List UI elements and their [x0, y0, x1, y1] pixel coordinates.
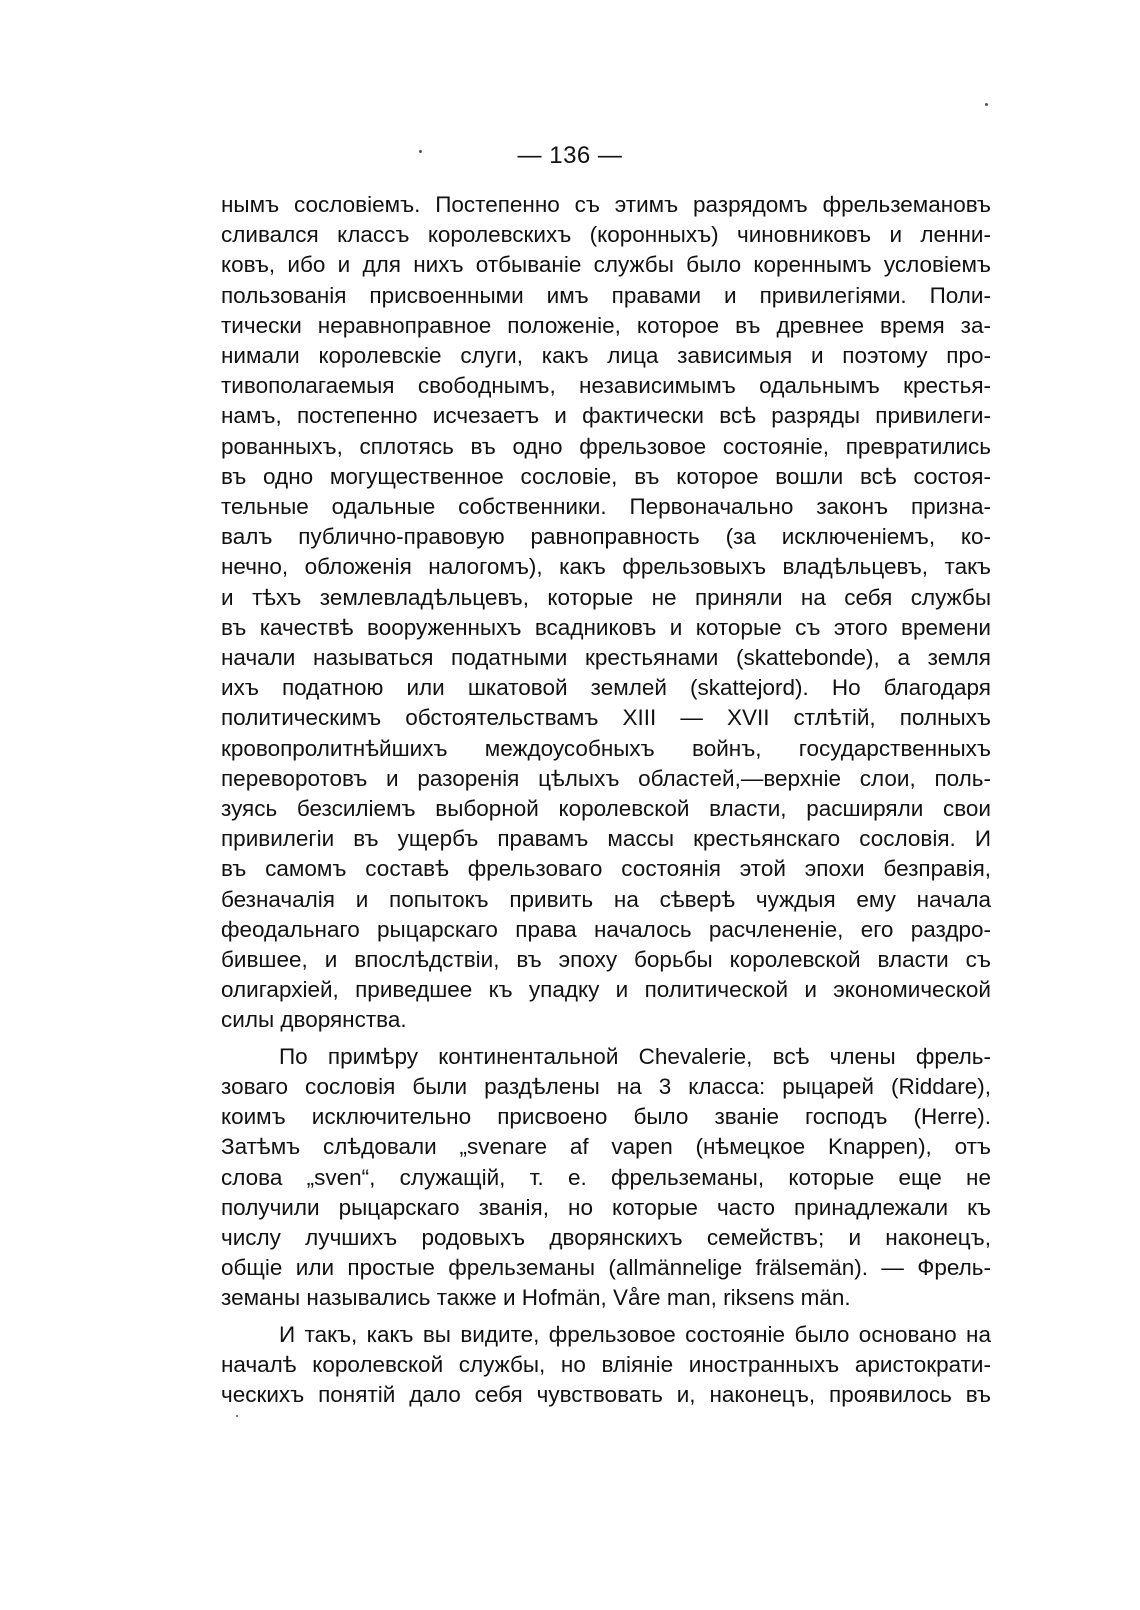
text-line: началѣ королевской службы, но вліяніе иностранныхъ аристократи-: [221, 1351, 991, 1377]
text-line: нымъ сословіемъ. Постепенно съ этимъ разрядомъ фрельземановъ: [221, 192, 991, 217]
text-line: нимали королевскіе слуги, какъ лица зависимыя и поэтому про-: [221, 343, 991, 369]
text-line: бившее, и впослѣдствіи, въ эпоху борьбы королевской власти съ: [221, 947, 991, 973]
text-line: зуясь безсиліемъ выборной королевской власти, расширяли свои: [221, 796, 991, 822]
text-line: земаны назывались также и Hofmän, Våre man, riksens män.: [221, 1285, 851, 1311]
text-line: олигархіей, приведшее къ упадку и политической и экономической: [221, 977, 991, 1003]
text-line: силы дворянства.: [221, 1007, 407, 1033]
text-line: привилегіи въ ущербъ правамъ массы крестьянскаго сословія. И: [221, 826, 991, 852]
text-line: ихъ податною или шкатовой землей (skattejord). Но благодаря: [221, 675, 991, 701]
text-line: въ одно могущественное сословіе, въ которое вошли всѣ состоя-: [221, 463, 991, 489]
text-line: въ качествѣ вооруженныхъ всадниковъ и которые съ этого времени: [221, 614, 991, 640]
text-line: кровопролитнѣйшихъ междоусобныхъ войнъ, государственныхъ: [221, 735, 991, 761]
paragraph-3: [221, 1320, 991, 1411]
text-line: тически неравноправное положеніе, которое въ древнее время за-: [221, 312, 991, 338]
text-line: И такъ, какъ вы видите, фрельзовое состояніе было основано на: [279, 1321, 991, 1347]
text-line: числу лучшихъ родовыхъ дворянскихъ семействъ; и наконецъ,: [221, 1224, 991, 1250]
text-line: тельные одальные собственники. Первоначально законъ призна-: [221, 494, 991, 520]
paragraph-1: [221, 190, 991, 1036]
text-line: феодальнаго рыцарскаго права началось расчлененіе, его раздро-: [221, 916, 991, 942]
text-line: намъ, постепенно исчезаетъ и фактически всѣ разряды привилеги-: [221, 403, 991, 429]
text-line: сливался классъ королевскихъ (коронныхъ) чиновниковъ и ленни-: [221, 222, 991, 248]
text-line: политическимъ обстоятельствамъ XIII — XVII стлѣтій, полныхъ: [221, 705, 991, 731]
text-line: безначалія и попытокъ привить на сѣверѣ чуждыя ему начала: [221, 886, 991, 912]
scan-speck: [419, 150, 422, 153]
text-line: зоваго сословія были раздѣлены на 3 класса: рыцарей (Riddare),: [221, 1073, 991, 1099]
text-line: общіе или простые фрельземаны (allmännelige frälsemän). — Фрель-: [221, 1255, 991, 1281]
text-line: ковъ, ибо и для нихъ отбываніе службы было кореннымъ условіемъ: [221, 252, 991, 278]
text-line: рованныхъ, сплотясь въ одно фрельзовое состояніе, превратились: [221, 433, 991, 459]
scan-speck: [985, 103, 988, 106]
text-line: валъ публично-правовую равноправность (за исключеніемъ, ко-: [221, 524, 991, 550]
paragraph-2: [221, 1042, 991, 1314]
text-line: пользованія присвоенными имъ правами и привилегіями. Поли-: [221, 282, 991, 308]
text-line: По примѣру континентальной Chevalerie, всѣ члены фрель-: [279, 1043, 991, 1069]
text-line: коимъ исключительно присвоено было званіе господъ (Herre).: [221, 1104, 991, 1130]
text-line: Затѣмъ слѣдовали „svenare af vapen (нѣмецкое Knappen), отъ: [221, 1134, 991, 1160]
text-line: получили рыцарскаго званія, но которые часто принадлежали къ: [221, 1194, 991, 1220]
text-line: начали называться податными крестьянами (skattebonde), а земля: [221, 645, 991, 671]
text-line: нечно, обложенія налогомъ), какъ фрельзовыхъ владѣльцевъ, такъ: [221, 554, 991, 580]
scan-speck: [236, 1415, 238, 1417]
text-body: [221, 190, 991, 1410]
page-number: — 136 —: [517, 142, 623, 169]
text-line: и тѣхъ землевладѣльцевъ, которые не приняли на себя службы: [221, 584, 991, 610]
text-line: въ самомъ составѣ фрельзоваго состоянія этой эпохи безправія,: [221, 856, 991, 882]
text-line: ческихъ понятій дало себя чувствовать и, наконецъ, проявилось въ: [221, 1381, 991, 1407]
text-line: переворотовъ и разоренія цѣлыхъ областей,—верхніе слои, поль-: [221, 765, 991, 791]
text-line: слова „sven“, служащій, т. е. фрельземаны, которые еще не: [221, 1164, 991, 1190]
text-line: тивополагаемыя свободнымъ, независимымъ одальнымъ крестья-: [221, 373, 991, 399]
